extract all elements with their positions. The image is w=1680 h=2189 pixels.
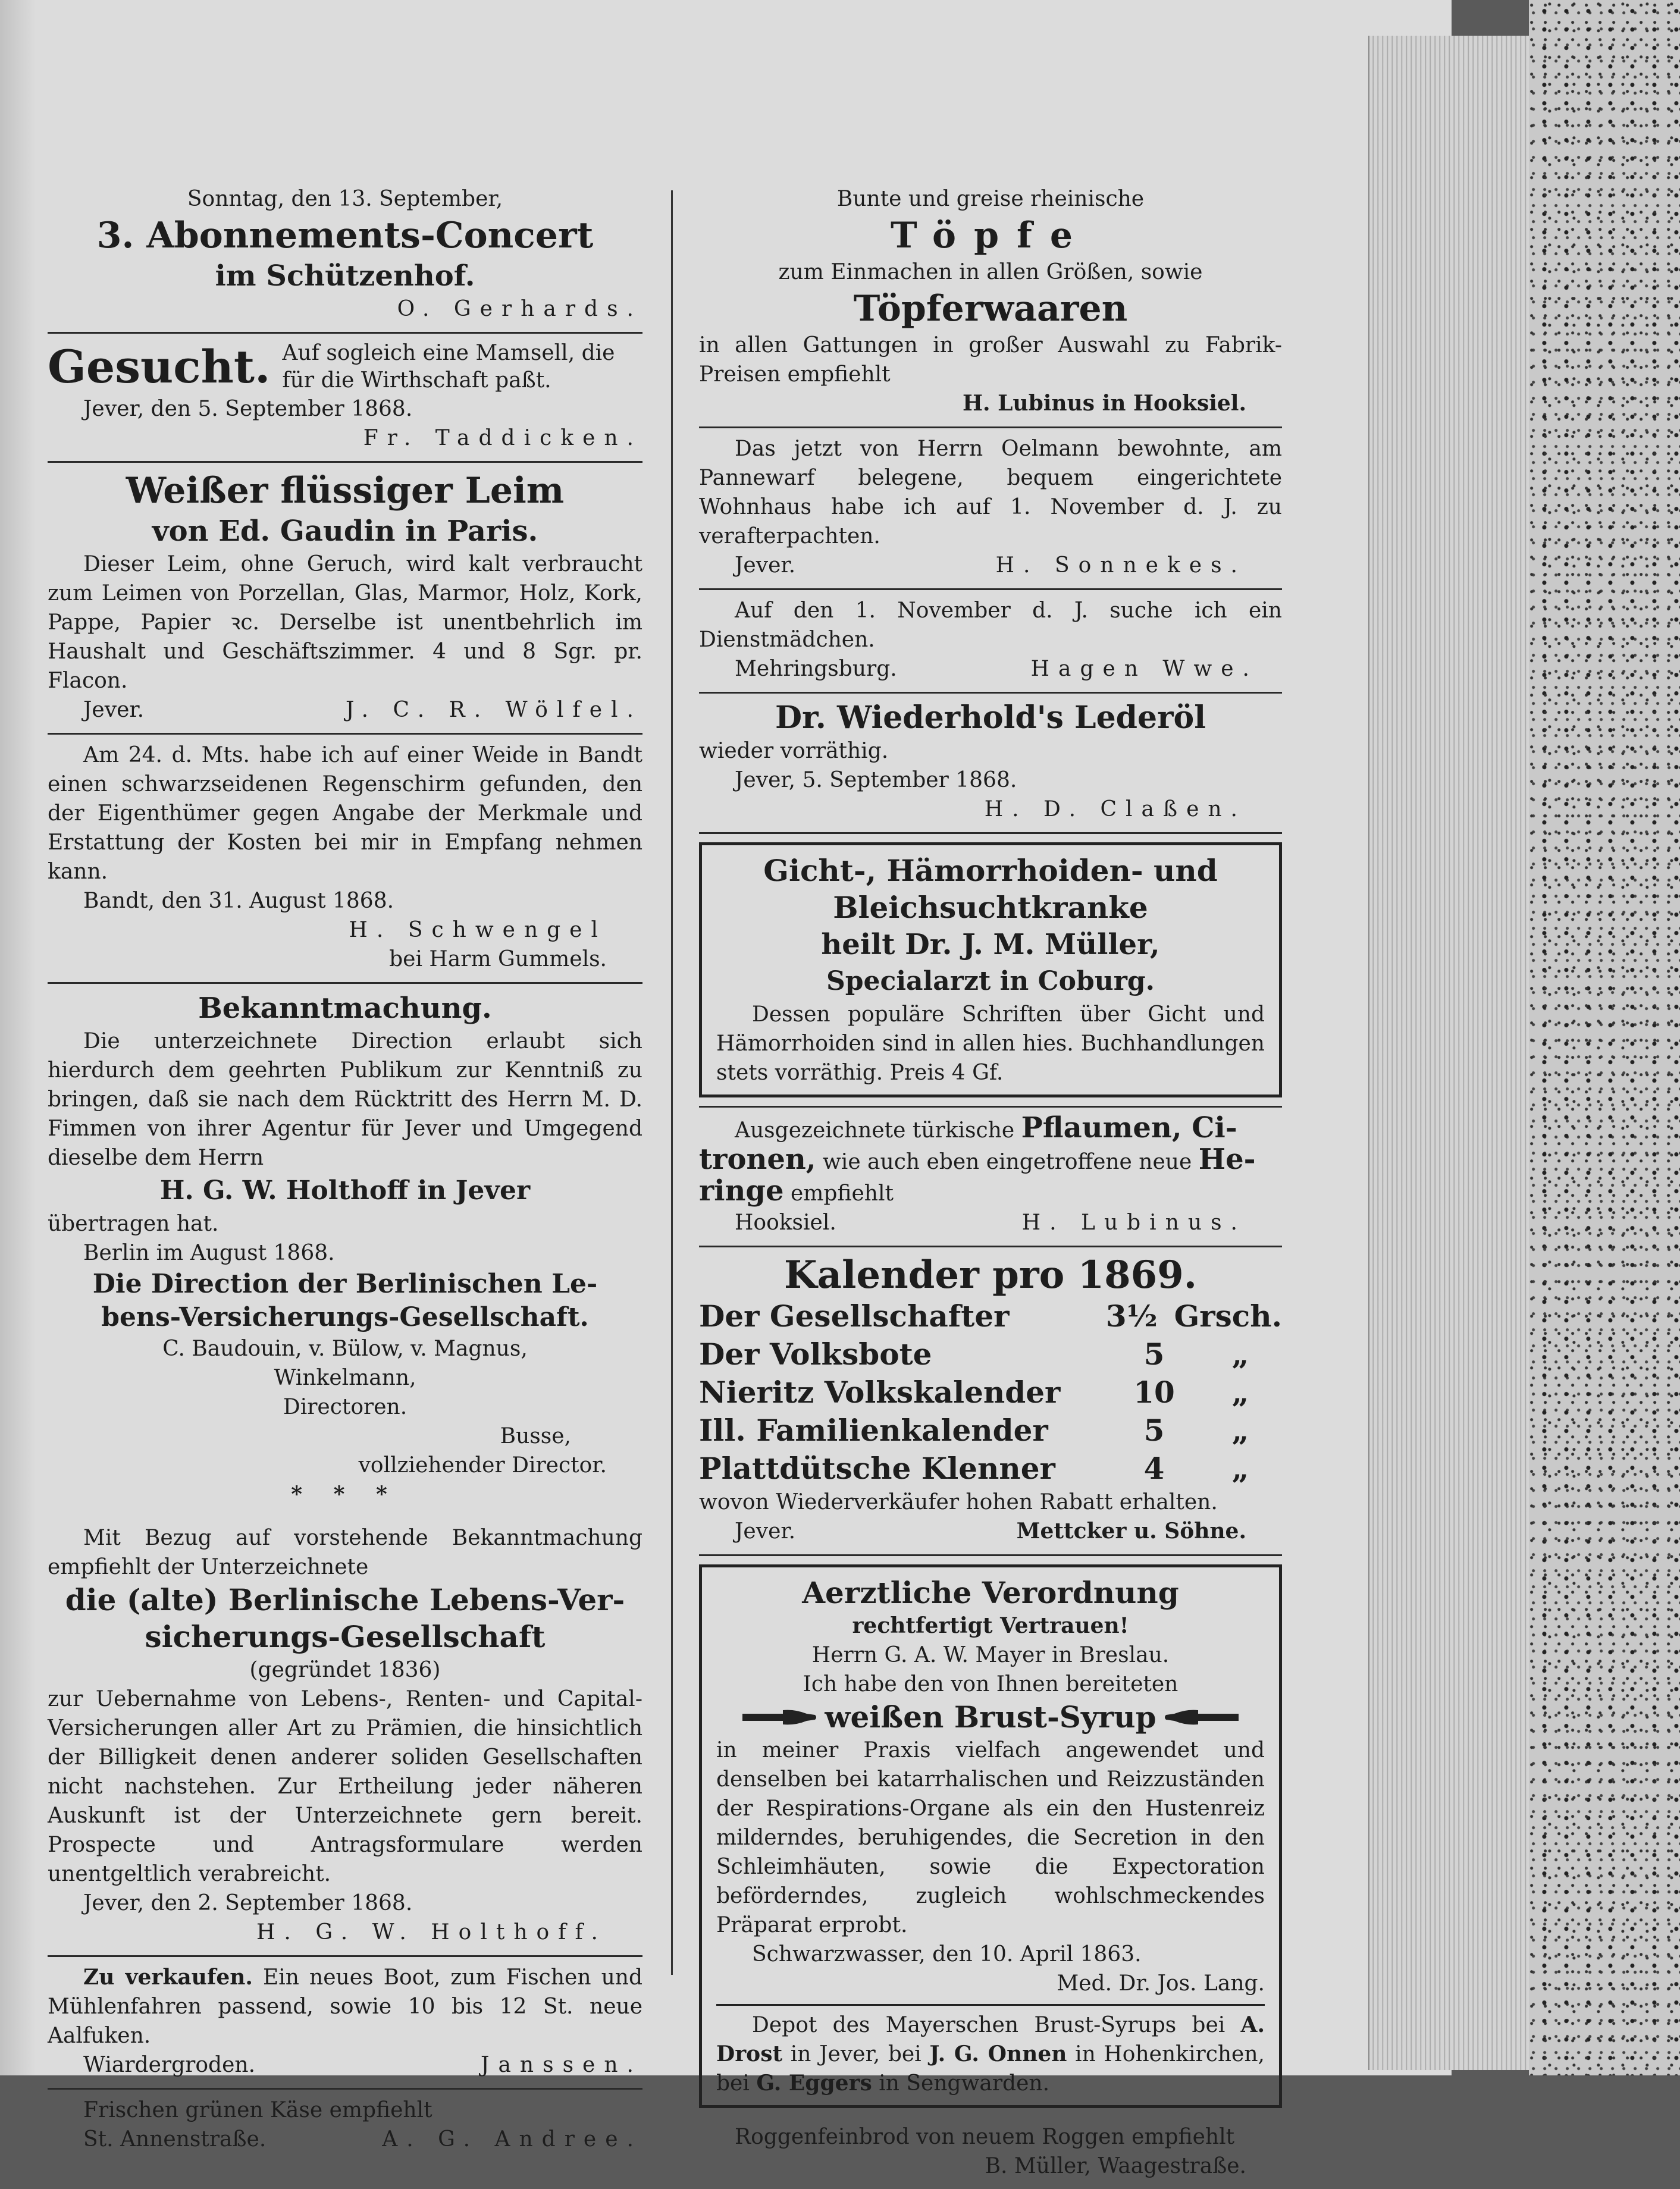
pflaumen-signature: H. Lubinus. (1021, 1210, 1246, 1235)
bekannt-place-date: Berlin im August 1868. (83, 1241, 335, 1265)
kalender-item (699, 1373, 1282, 1412)
schirm-signature-2: bei Harm Gummels. (389, 947, 607, 971)
bekannt-text: Die unterzeichnete Direction erlaubt sich hierdurch dem geehrten Publikum zur Kenntniß zu bringen, daß sie nach dem Rücktritt des Herrn M. D. Fimmen von ihrer Agentur für Jever und Umgegend dieselbe dem Herrn (48, 1029, 642, 1170)
gicht-title-1: Gicht-, Hämorrhoiden- und (763, 853, 1218, 888)
syrup-lead: Ich habe den von Ihnen bereiteten (803, 1672, 1178, 1696)
ad-kalender (699, 1247, 1282, 1556)
maedchen-text: Auf den 1. November d. J. suche ich ein Dienstmädchen. (699, 598, 1282, 652)
ad-brust-syrup-box (699, 1564, 1282, 2108)
right-column (699, 178, 1282, 2189)
syrup-place-date: Schwarzwasser, den 10. April 1863. (752, 1942, 1142, 1967)
berlinische-title-1: die (alte) Berlinische Lebens-Ver- (65, 1582, 625, 1617)
concert-venue: im Schützenhof. (215, 259, 475, 293)
gicht-title-2: Bleichsuchtkranke (833, 890, 1148, 925)
book-cover-marbled (1529, 0, 1680, 2075)
berlinische-text: zur Uebernahme von Lebens-, Renten- und Capital-Versicherungen aller Art zu Prämien, die hinsichtlich der Billigkeit denen anderer soliden Gesellschaften nicht nachstehen. Zur Ertheilung jeder näheren Auskunft ist der Unterzeichnete gern bereit. Prospecte und Antragsformulare werden unentgeltlich verabreicht. (48, 1687, 642, 1886)
depot-text-c: in Hohenkirchen, bei (716, 2042, 1265, 2096)
ad-roggenbrod (699, 2116, 1282, 2189)
pflaumen-place: Hooksiel. (735, 1210, 836, 1235)
lederoel-title: Dr. Wiederhold's Lederöl (775, 700, 1206, 736)
kalender-item-name: Nieritz Volkskalender (699, 1375, 1061, 1410)
gesucht-title: Gesucht. (48, 340, 271, 393)
maedchen-place: Mehringsburg. (735, 657, 897, 681)
syrup-text: in meiner Praxis vielfach angewendet und denselben bei katarrhalischen und Reizzuständen der Respirations-Organe als ein den Hustenreiz milderndes, beruhigendes, die Secretion in den Schleimhäuten, sowie die Expectoration beförderndes, zugleich wohlschmeckendes Präparat erprobt. (716, 1738, 1265, 1937)
bekannt-direction-2: bens-Versicherungs-Gesellschaft. (101, 1302, 589, 1332)
left-column (48, 178, 642, 2162)
boot-signature: Janssen. (481, 2053, 642, 2077)
syrup-title: Aerztliche Verordnung (802, 1575, 1179, 1610)
lederoel-signature: H. D. Claßen. (984, 797, 1246, 821)
pflaumen-line-2b: wie auch eben eingetroffene neue (822, 1150, 1192, 1174)
wohnhaus-text: Das jetzt von Herrn Oelmann bewohnte, am Pannewarf belegene, bequem eingerichtete Wohnhaus habe ich auf 1. November d. J. zu verafterpachten. (699, 437, 1282, 548)
bekannt-busse-2: vollziehender Director. (358, 1453, 607, 1478)
gesucht-place-date: Jever, den 5. September 1868. (83, 397, 413, 421)
ad-wohnhaus (699, 428, 1282, 590)
ad-dienstmaedchen (699, 590, 1282, 694)
kalender-item-name: Plattdütsche Klenner (699, 1451, 1055, 1486)
berlinische-signature: H. G. W. Holthoff. (256, 1920, 607, 1945)
wohnhaus-signature: H. Sonnekes. (995, 553, 1246, 578)
bekannt-direction-1: Die Direction der Berlinischen Le- (92, 1269, 598, 1299)
ad-toepfe (699, 178, 1282, 428)
kalender-item-name: Ill. Familienkalender (699, 1413, 1048, 1448)
boot-text: Ein neues Boot, zum Fischen und Mühlenfahren passend, sowie 10 bis 12 St. neue Aalfuken. (48, 1965, 642, 2048)
kalender-signature: Mettcker u. Söhne. (1016, 1519, 1246, 1544)
bekannt-names-2: Winkelmann, (274, 1366, 416, 1390)
kalender-item (699, 1335, 1282, 1373)
bekannt-stars: * * * (291, 1482, 399, 1507)
depot-name-2: J. G. Onnen (929, 2041, 1067, 2066)
toepfe-text: in allen Gattungen in großer Auswahl zu Fabrik-Preisen empfiehlt (699, 333, 1282, 387)
maedchen-signature: Hagen Wwe. (1030, 657, 1258, 681)
ad-regenschirm (48, 735, 642, 984)
kaese-place: St. Annenstraße. (83, 2127, 267, 2152)
ad-kaese (48, 2090, 642, 2162)
bekannt-names-1: C. Baudouin, v. Bülow, v. Magnus, (162, 1337, 528, 1361)
kalender-item-unit: „ (1231, 1413, 1249, 1448)
brod-signature: B. Müller, Waagestraße. (985, 2154, 1246, 2178)
wohnhaus-place: Jever. (735, 553, 796, 578)
kalender-item-price: 4 (1143, 1451, 1165, 1486)
kalender-item-price: 5 (1143, 1413, 1165, 1448)
pflaumen-line-2c: He- (1198, 1143, 1256, 1176)
toepfe-signature: H. Lubinus in Hooksiel. (963, 391, 1246, 416)
ad-gicht-box (699, 842, 1282, 1097)
toepfe-line-2: zum Einmachen in allen Größen, sowie (778, 260, 1203, 284)
syrup-addressee: Herrn G. A. W. Mayer in Breslau. (811, 1643, 1170, 1667)
bekannt-agent: H. G. W. Holthoff in Jever (159, 1175, 531, 1206)
depot-text-d: in Sengwarden. (879, 2071, 1050, 2096)
schirm-place-date: Bandt, den 31. August 1868. (83, 889, 394, 913)
boot-place: Wiardergroden. (83, 2053, 256, 2077)
schirm-signature: H. Schwengel (349, 918, 607, 942)
gesucht-text: Auf sogleich eine Mamsell, die für die Wirthschaft paßt. (282, 341, 615, 393)
syrup-product: weißen Brust-Syrup (825, 1699, 1156, 1735)
gicht-title-3: heilt Dr. J. M. Müller, (821, 928, 1160, 961)
kalender-item (699, 1450, 1282, 1488)
kalender-item-unit: Grsch. (1174, 1299, 1282, 1334)
depot (716, 2004, 1265, 2098)
lederoel-text: wieder vorräthig. (699, 739, 889, 763)
bekannt-title: Bekanntmachung. (198, 992, 492, 1025)
pointing-hand-right-icon (741, 1707, 819, 1728)
gicht-title-4: Specialarzt in Coburg. (826, 966, 1155, 996)
berlinische-intro: Mit Bezug auf vorstehende Bekanntmachung empfiehlt der Unterzeichnete (48, 1526, 642, 1579)
ad-lederoel (699, 694, 1282, 834)
pointing-hand-left-icon (1162, 1707, 1240, 1728)
kalender-title: Kalender pro 1869. (784, 1253, 1197, 1297)
depot-name-3: G. Eggers (756, 2071, 872, 2096)
kalender-item-unit: „ (1231, 1375, 1249, 1410)
brod-text: Roggenfeinbrod von neuem Roggen empfiehlt (735, 2125, 1235, 2149)
leim-text: Dieser Leim, ohne Geruch, wird kalt verbraucht zum Leimen von Porzellan, Glas, Marmor, Holz, Kork, Pappe, Papier ꝛc. Derselbe ist unentbehrlich im Haushalt und Geschäftszimmer. 4 und 8 Sgr. pr. Flacon. (48, 552, 642, 693)
syrup-signature: Med. Dr. Jos. Lang. (1057, 1971, 1265, 1996)
leim-place: Jever. (83, 698, 145, 722)
ad-leim (48, 463, 642, 735)
kalender-item-name: Der Volksbote (699, 1337, 932, 1372)
kalender-list (699, 1297, 1282, 1488)
ad-concert (48, 178, 642, 334)
kalender-place: Jever. (735, 1519, 796, 1544)
ad-berlinische (48, 1517, 642, 1957)
concert-title: 3. Abonnements-Concert (96, 215, 594, 256)
ad-bekanntmachung (48, 984, 642, 1517)
ad-pflaumen (699, 1106, 1282, 1247)
pflaumen-line-1a: Ausgezeichnete türkische (735, 1118, 1015, 1143)
depot-name-1: A. Drost (716, 2012, 1265, 2066)
lederoel-place-date: Jever, 5. September 1868. (735, 768, 1017, 792)
leim-signature: J. C. R. Wölfel. (346, 698, 642, 722)
leim-title: Weißer flüssiger Leim (126, 470, 565, 512)
kaese-signature: A. G. Andree. (382, 2127, 642, 2152)
toepfe-title: Töpfe (890, 215, 1091, 256)
kalender-item-price: 10 (1133, 1375, 1175, 1410)
kalender-item-unit: „ (1231, 1451, 1249, 1486)
gicht-text: Dessen populäre Schriften über Gicht und Hämorrhoiden sind in allen hies. Buchhandlungen stets vorräthig. Preis 4 Gf. (716, 1002, 1265, 1085)
depot-text-a: Depot des Mayerschen Brust-Syrups bei (752, 2013, 1225, 2037)
syrup-subtitle: rechtfertigt Vertrauen! (852, 1613, 1129, 1638)
kalender-item-unit: „ (1231, 1337, 1249, 1372)
depot-text-b: in Jever, bei (790, 2042, 922, 2066)
leim-subtitle: von Ed. Gaudin in Paris. (152, 515, 538, 548)
kalender-item-price: 5 (1143, 1337, 1165, 1372)
berlinische-place-date: Jever, den 2. September 1868. (83, 1891, 413, 1915)
concert-signature: O. Gerhards. (397, 297, 642, 321)
berlinische-title-2: sicherungs-Gesellschaft (145, 1619, 546, 1654)
ad-gesucht (48, 334, 642, 463)
book-page-edges (1368, 36, 1530, 2070)
kalender-item (699, 1412, 1282, 1450)
gesucht-signature: Fr. Taddicken. (363, 426, 642, 450)
kalender-item-name: Der Gesellschafter (699, 1299, 1010, 1334)
pflaumen-line-2a: tronen, (699, 1143, 816, 1176)
toepferwaaren-title: Töpferwaaren (853, 288, 1128, 330)
pflaumen-line-3a: ringe (699, 1174, 784, 1208)
schirm-text: Am 24. d. Mts. habe ich auf einer Weide in Bandt einen schwarzseidenen Regenschirm gefunden, den der Eigenthümer gegen Angabe der Merkmale und Erstattung der Kosten bei mir in Empfang nehmen kann. (48, 743, 642, 884)
syrup-product-line (716, 1699, 1265, 1736)
berlinische-founded: (gegründet 1836) (249, 1658, 441, 1682)
column-divider (671, 190, 673, 1975)
kalender-item-price: 3½ (1105, 1299, 1158, 1334)
pflaumen-line-3b: empfiehlt (790, 1181, 894, 1206)
boot-lead: Zu verkaufen. (83, 1965, 253, 1990)
toepfe-line-1: Bunte und greise rheinische (836, 187, 1145, 211)
bekannt-busse: Busse, (500, 1424, 571, 1448)
kalender-item (699, 1297, 1282, 1335)
concert-date: Sonntag, den 13. September, (187, 187, 503, 211)
pflaumen-line-1b: Pflaumen, Ci- (1021, 1111, 1237, 1144)
bekannt-names-3: Directoren. (283, 1395, 408, 1419)
kalender-note: wovon Wiederverkäufer hohen Rabatt erhalten. (699, 1490, 1218, 1514)
bekannt-after: übertragen hat. (48, 1212, 219, 1236)
ad-boot (48, 1957, 642, 2090)
kaese-text: Frischen grünen Käse empfiehlt (83, 2098, 432, 2122)
